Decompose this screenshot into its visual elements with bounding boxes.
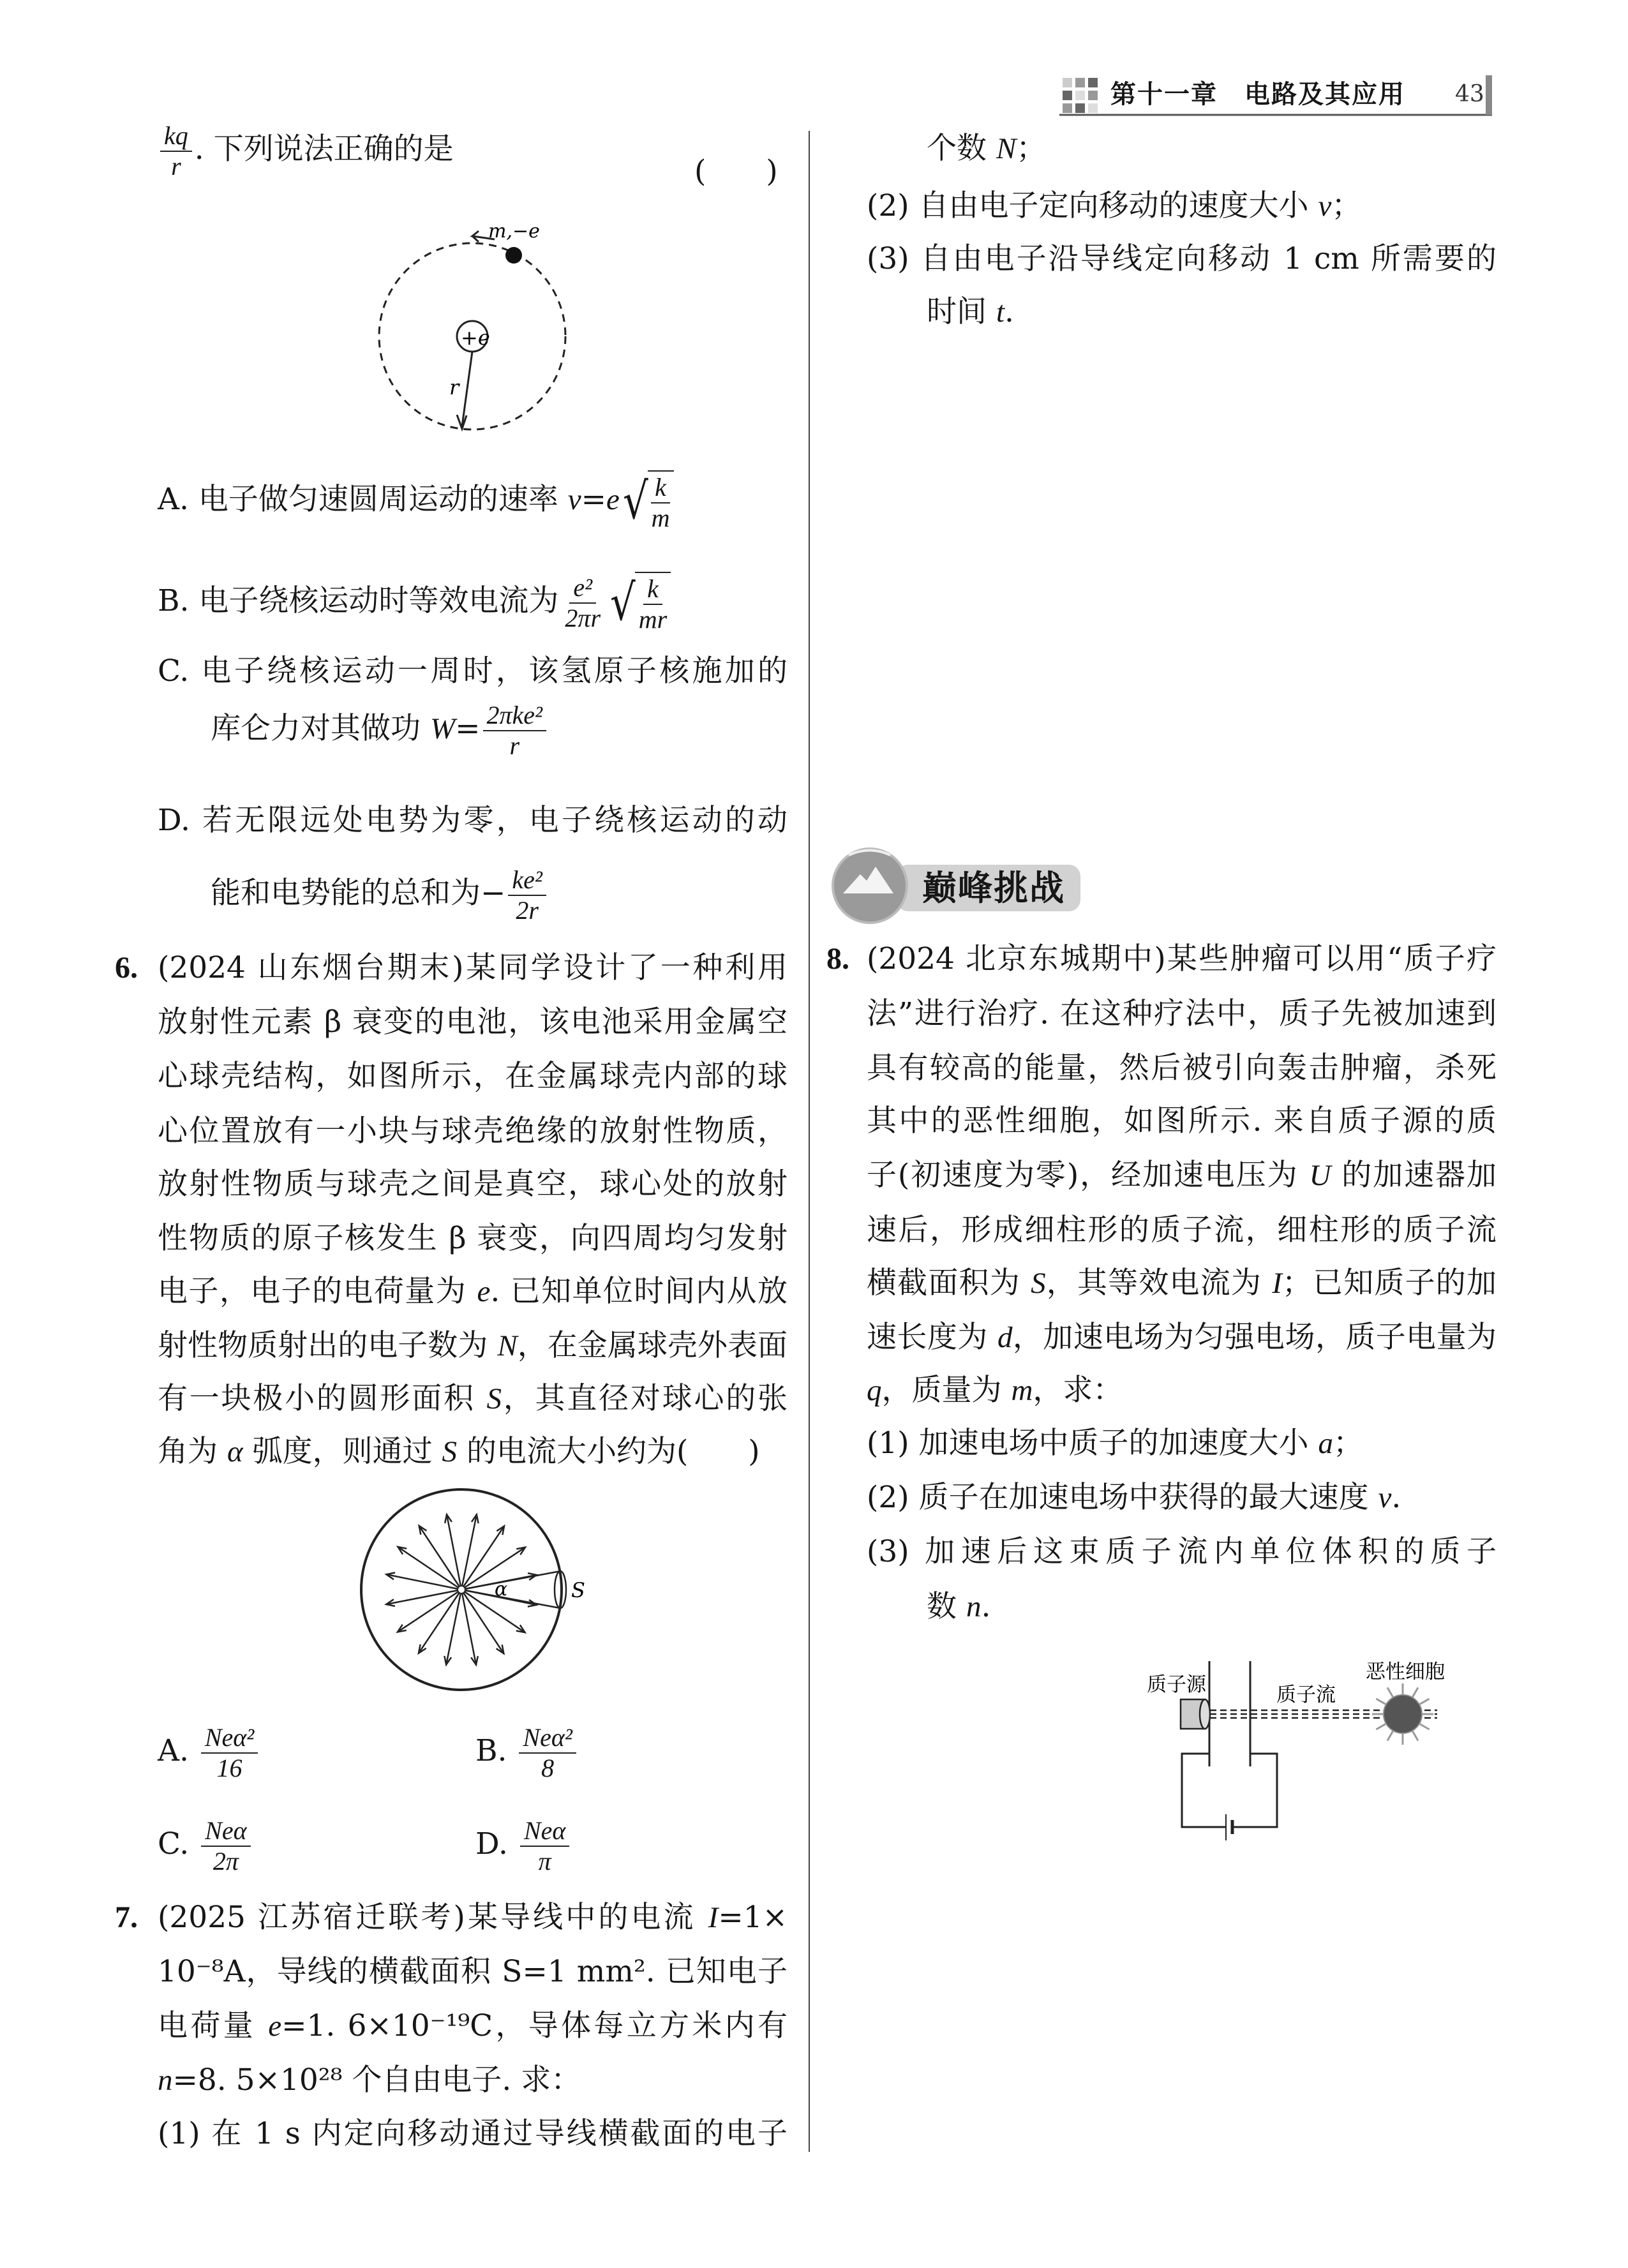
text-segment: (3) 加速后这束质子流内单位体积的质子 [867, 1534, 1497, 1569]
q8-stem-line [867, 1149, 1497, 1202]
text-segment: ，在金属球壳外表面 [517, 1328, 788, 1363]
q7-stem-line [158, 2107, 788, 2161]
text-segment: 时间 [927, 294, 996, 329]
chapter-title: 第十一章 电路及其应用 [1110, 80, 1405, 109]
q6-stem-line [158, 1212, 788, 1265]
text-segment: ，求： [1033, 1373, 1123, 1408]
q7-number: 7. [115, 1900, 138, 1934]
answer-bracket: ( ) [694, 154, 778, 189]
text-segment: D. [475, 1826, 518, 1861]
q8-stem-line [867, 932, 1497, 986]
q7-stem-line [927, 285, 1497, 339]
text-segment: 数 [927, 1589, 966, 1624]
math-variable: N [996, 132, 1017, 165]
q5-option-c-cont [211, 701, 788, 760]
math-variable: m [1011, 1374, 1033, 1407]
q6-stem-line [158, 1425, 788, 1479]
text-segment: 放射性物质与球壳之间是真空，球心处的放射 [158, 1167, 788, 1202]
cell-spike [1419, 1699, 1430, 1705]
q8-number: 8. [826, 942, 849, 976]
q7-stem-line [158, 1891, 788, 1944]
q6-stem-line [158, 1372, 788, 1426]
angle-label: α [495, 1578, 508, 1600]
square-root [620, 470, 676, 533]
q5-option-b [158, 572, 788, 634]
text-segment: (2024 山东烟台期末)某同学设计了一种利用 [158, 950, 788, 985]
q6-option-a [158, 1723, 260, 1782]
text-segment: 性物质的原子核发生 β 衰变，向四周均匀发射 [158, 1221, 788, 1256]
electron-dot [505, 247, 522, 264]
math-variable: S [1031, 1267, 1046, 1300]
radius-line [462, 352, 472, 426]
cell-spike [1412, 1731, 1418, 1741]
math-variable: n [966, 1590, 982, 1623]
text-segment: ； [1333, 1426, 1363, 1461]
text-segment: = [581, 482, 607, 517]
math-variable: I [708, 1901, 719, 1934]
math-variable: α [227, 1435, 243, 1468]
numerator: 2πke² [483, 701, 547, 731]
text-segment: =1. 6×10⁻¹⁹C，导体每立方米内有 [281, 2008, 788, 2043]
q6-option-b [475, 1723, 579, 1782]
q6-option-d [475, 1816, 572, 1876]
fraction [508, 865, 546, 925]
cell-spike [1376, 1699, 1386, 1705]
q8-stem-line [867, 1257, 1497, 1310]
math-variable: t [996, 295, 1005, 329]
text-segment: 横截面积为 [867, 1265, 1031, 1301]
text-segment: 角为 [158, 1434, 227, 1469]
cone [461, 1571, 560, 1608]
q6-option-c [158, 1816, 253, 1876]
text-segment: 个数 [927, 131, 996, 166]
text-segment: ，其等效电流为 [1045, 1265, 1273, 1301]
text-segment: ； [1016, 131, 1047, 166]
text-segment: 的加速器加 [1331, 1158, 1497, 1193]
text-segment: C. [158, 1826, 199, 1861]
math-variable: n [158, 2064, 173, 2097]
q8-stem-line [867, 1041, 1497, 1095]
q5-option-d [158, 794, 788, 847]
math-variable: d [997, 1321, 1013, 1354]
denominator: 16 [216, 1754, 243, 1782]
q7-stem-line [158, 1945, 788, 1999]
text-segment: B. [475, 1733, 517, 1768]
cell-spike [1412, 1687, 1418, 1697]
q6-stem-line [158, 996, 788, 1049]
text-segment: ，其直径对球心的张 [502, 1381, 788, 1416]
text-segment: . [981, 1589, 991, 1624]
q7-stem-line [927, 122, 1497, 175]
cell-spike [1387, 1731, 1393, 1741]
text-segment: . 已知单位时间内从放 [490, 1274, 788, 1309]
q6-sphere-figure [361, 1489, 585, 1690]
q8-stem-line [867, 1311, 1497, 1364]
text-segment: ； [1331, 188, 1362, 223]
q5-option-c [158, 645, 788, 698]
q6-stem-line [158, 1158, 788, 1211]
denominator: mr [638, 605, 668, 634]
numerator: k [651, 473, 670, 504]
q6-number: 6. [115, 951, 138, 985]
fraction [201, 1723, 258, 1783]
text-segment: (2) 质子在加速电场中获得的最大速度 [867, 1480, 1378, 1515]
fraction [160, 121, 192, 181]
cell-spike [1387, 1687, 1393, 1697]
q5-option-d-cont [211, 865, 788, 925]
fraction [561, 573, 604, 633]
q8-stem-line [867, 987, 1497, 1041]
fraction [201, 1816, 250, 1876]
source-label: 质子源 [1147, 1673, 1206, 1696]
text-segment: (1) 在 1 s 内定向移动通过导线横截面的电子 [158, 2116, 788, 2151]
math-variable: q [867, 1374, 882, 1407]
fraction [483, 701, 547, 761]
text-segment: 射性物质射出的电子数为 [158, 1328, 498, 1363]
text-segment: 具有较高的能量，然后被引向轰击肿瘤，杀死 [867, 1050, 1497, 1086]
q6-stem-line [158, 1050, 788, 1103]
text-segment: 心球壳结构，如图所示，在金属球壳内部的球 [158, 1059, 788, 1094]
text-segment: 库仑力对其做功 [211, 711, 430, 746]
q7-stem-line [158, 1999, 788, 2053]
beam-label: 质子流 [1276, 1683, 1336, 1706]
text-segment: 能和电势能的总和为− [211, 876, 506, 911]
text-segment: C. 电子绕核运动一周时，该氢原子核施加的 [158, 653, 788, 689]
denominator: 8 [541, 1754, 555, 1782]
math-variable: S [486, 1382, 502, 1415]
text-segment: D. 若无限远处电势为零，电子绕核运动的动 [158, 803, 788, 838]
page-number: 43 [1455, 81, 1484, 107]
math-variable: S [442, 1435, 458, 1468]
math-variable: a [1318, 1427, 1333, 1460]
fraction [648, 470, 674, 533]
text-segment: 心位置放有一小块与球壳绝缘的放射性物质， [158, 1114, 788, 1149]
math-variable: N [497, 1329, 518, 1362]
numerator: k [643, 574, 662, 605]
math-variable: e [477, 1275, 491, 1308]
denominator: 2r [516, 896, 539, 925]
math-variable: e [606, 483, 620, 516]
text-segment: 的电流大小约为( ) [457, 1434, 760, 1469]
source-point [458, 1586, 465, 1593]
math-variable: U [1309, 1159, 1331, 1192]
q6-stem-line [158, 1265, 788, 1318]
q8-stem-line [867, 1364, 1497, 1417]
text-segment: ，质量为 [881, 1373, 1012, 1408]
text-segment: 有一块极小的圆形面积 [158, 1381, 487, 1416]
denominator: π [538, 1847, 551, 1876]
fraction [635, 572, 671, 634]
q8-stem-line [927, 1580, 1497, 1634]
text-segment: A. [158, 1733, 198, 1768]
section-banner-title: 巅峰挑战 [922, 868, 1065, 908]
radius-label: r [449, 375, 459, 399]
math-variable: v [1318, 190, 1332, 223]
q5-option-a [158, 470, 788, 532]
q7-stem-line [867, 232, 1497, 286]
text-segment: 弧度，则通过 [243, 1434, 442, 1469]
q6-stem-line [158, 1105, 788, 1158]
q5-atom-figure [379, 220, 565, 429]
nucleus-label: +e [461, 325, 490, 350]
text-segment: . [1004, 294, 1014, 329]
text-segment: . 下列说法正确的是 [194, 131, 454, 167]
text-segment: 10⁻⁸A，导线的横截面积 S=1 mm². 已知电子 [158, 1954, 788, 1989]
cell-spike [1376, 1724, 1386, 1729]
text-segment: = [455, 711, 481, 746]
area-label: S [571, 1578, 585, 1602]
denominator: m [651, 504, 670, 532]
text-segment: =8. 5×10²⁸ 个自由电子. 求： [172, 2063, 581, 2098]
text-segment: 法”进行治疗. 在这种疗法中，质子先被加速到 [867, 996, 1497, 1031]
text-segment: 速后，形成细柱形的质子流，细柱形的质子流 [867, 1212, 1497, 1248]
denominator: 2π [213, 1847, 239, 1876]
q8-stem-line [867, 1417, 1497, 1470]
square-root [607, 572, 673, 634]
math-variable: I [1272, 1267, 1282, 1300]
text-segment: 电荷量 [158, 2008, 269, 2043]
text-segment: 其中的恶性细胞，如图所示. 来自质子源的质 [867, 1103, 1497, 1138]
q5-intro [158, 121, 788, 181]
fraction [519, 1723, 576, 1783]
denominator: r [171, 152, 181, 181]
numerator: ke² [508, 865, 546, 896]
electron-label: m,−e [488, 220, 540, 242]
text-segment: (3) 自由电子沿导线定向移动 1 cm 所需要的 [867, 241, 1497, 276]
math-variable: W [429, 712, 456, 745]
fraction [520, 1816, 569, 1876]
denominator: 2πr [565, 604, 601, 632]
numerator: e² [569, 573, 596, 604]
numerator: Neα² [201, 1723, 258, 1754]
text-segment: 放射性元素 β 衰变的电池，该电池采用金属空 [158, 1004, 788, 1040]
q8-stem-line [867, 1471, 1497, 1525]
text-segment: (2024 北京东城期中)某些肿瘤可以用“质子疗 [867, 941, 1497, 976]
numerator: Neα² [519, 1723, 576, 1754]
math-variable: v [1378, 1481, 1392, 1514]
text-segment: A. 电子做匀速圆周运动的速率 [158, 482, 568, 517]
malignant-cell [1384, 1695, 1422, 1733]
radical-sign-icon: √ [610, 574, 636, 632]
text-segment: =1× [718, 1900, 788, 1935]
q8-stem-line [867, 1204, 1497, 1257]
q7-stem-line [158, 2054, 788, 2107]
q7-stem-line [867, 179, 1497, 233]
numerator: Neα [520, 1816, 569, 1847]
math-variable: e [268, 2010, 282, 2043]
text-segment: (1) 加速电场中质子的加速度大小 [867, 1426, 1318, 1461]
text-segment: ；已知质子的加 [1281, 1265, 1497, 1301]
radical-sign-icon: √ [622, 473, 648, 530]
text-segment: 子(初速度为零)，经加速电压为 [867, 1158, 1310, 1193]
numerator: kq [160, 121, 192, 152]
math-variable: v [567, 483, 581, 516]
q8-stem-line [867, 1094, 1497, 1148]
numerator: Neα [201, 1816, 250, 1847]
text-segment: (2) 自由电子定向移动的速度大小 [867, 188, 1318, 223]
text-segment: 速长度为 [867, 1320, 997, 1355]
text-segment: 电子，电子的电荷量为 [158, 1274, 477, 1309]
text-segment: B. 电子绕核运动时等效电流为 [158, 583, 559, 618]
denominator: r [509, 731, 520, 760]
text-segment: ，加速电场为匀强电场，质子电量为 [1012, 1320, 1497, 1355]
q8-stem-line [867, 1525, 1497, 1579]
cell-spike [1419, 1724, 1430, 1729]
text-segment: . [1391, 1480, 1401, 1515]
cell-label: 恶性细胞 [1366, 1660, 1445, 1683]
q6-stem-line [158, 1319, 788, 1373]
text-segment: (2025 江苏宿迁联考)某导线中的电流 [158, 1900, 708, 1935]
q6-stem-line [158, 941, 788, 995]
